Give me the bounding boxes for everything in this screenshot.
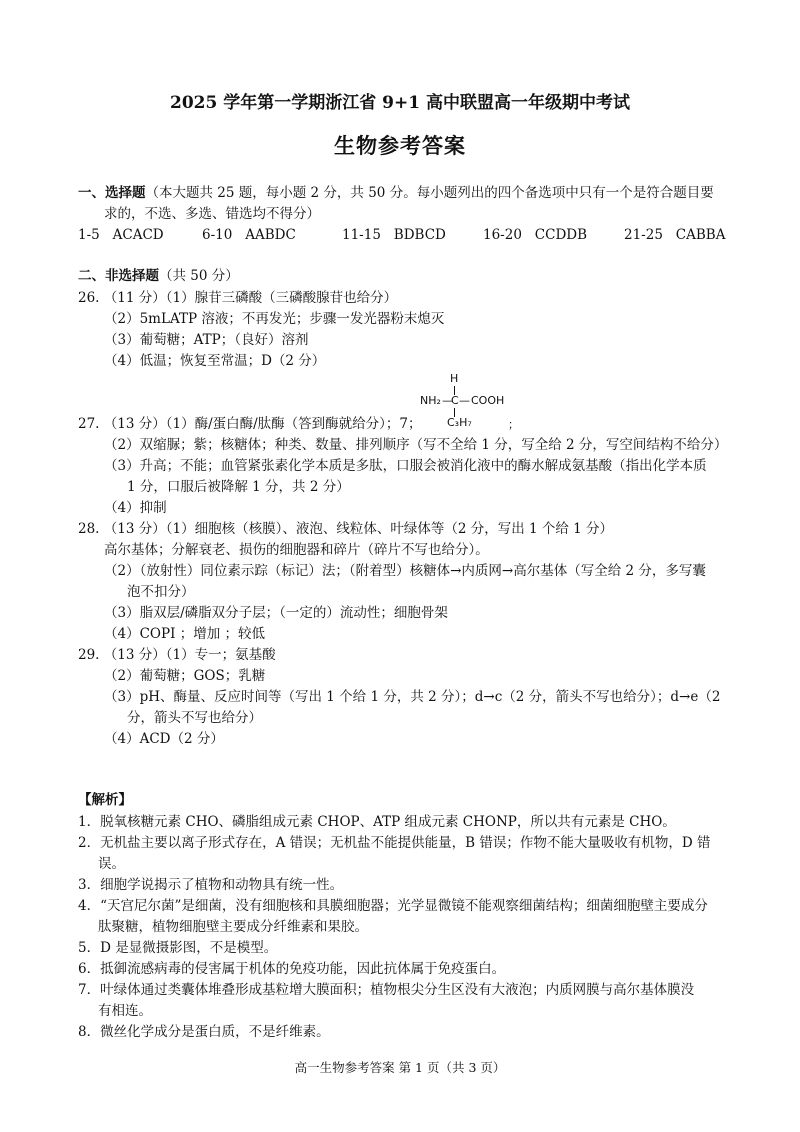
analysis-line: 6．抵御流感病毒的侵害属于机体的免疫功能，因此抗体属于免疫蛋白。 [78, 961, 506, 977]
answer-line: （2）葡萄糖；GOS；乳糖 [104, 668, 266, 684]
answer-line: （3）pH、酶量、反应时间等（写出 1 个给 1 分，共 2 分）；d→c（2 分，箭头不写也给分）；d→e（2 [104, 689, 721, 705]
answer-keys: AABDC [245, 227, 296, 243]
answer-range: 16-20 [483, 227, 522, 243]
amino-acid-structure: H NH₂ — C — COOH C₃H₇ ； [420, 372, 519, 431]
answer-line: 28. （13 分）（1）细胞核（核膜）、液泡、线粒体、叶绿体等（2 分，写出 1 个给 1 分） [78, 521, 614, 537]
answer-line: 分，箭头不写也给分） [127, 710, 262, 726]
answer-keys: CCDDB [534, 227, 588, 243]
formula-semicolon: ； [508, 418, 519, 431]
analysis-line: 3．细胞学说揭示了植物和动物具有统一性。 [78, 877, 344, 893]
section2-heading-line [78, 266, 239, 286]
answer-line: （2）（放射性）同位素示踪（标记）法；（附着型）核糖体→内质网→高尔基体（写全给 2 分，多写囊 [104, 563, 706, 579]
answer-range: 1-5 [78, 227, 100, 243]
formula-c3h7: C₃H₇ [447, 416, 472, 429]
analysis-line: 2．无机盐主要以离子形式存在，A 错误；无机盐不能提供能量，B 错误；作物不能大量吸收有机物，D 错 [78, 835, 711, 851]
answer-group [483, 227, 587, 243]
formula-cooh: COOH [471, 394, 505, 407]
analysis-line: 4．“天宫尼尔菌”是细菌，没有细胞核和具膜细胞器；光学显微镜不能观察细菌结构；细菌细胞壁主要成分 [78, 898, 708, 914]
answer-group [342, 227, 446, 243]
answer-keys: BDBCD [393, 227, 446, 243]
answer-line: （4）抑制 [104, 500, 167, 516]
answer-line: （3）脂双层/磷脂双分子层；（一定的）流动性；细胞骨架 [104, 605, 448, 621]
answer-range: 11-15 [342, 227, 381, 243]
page-title: 生物参考答案 [334, 133, 466, 158]
answer-line: （2）5mLATP 溶液；不再发光；步骤一发光器粉末熄灭 [104, 311, 445, 327]
analysis-heading: 【解析】 [78, 792, 132, 808]
answer-group [78, 227, 164, 243]
answer-line: 高尔基体；分解衰老、损伤的细胞器和碎片（碎片不写也给分）。 [104, 542, 489, 558]
answer-keys: CABBA [675, 227, 726, 243]
analysis-line: 1．脱氧核糖元素 CHO、磷脂组成元素 CHOP、ATP 组成元素 CHONP，所以共有元素是 CHO。 [78, 814, 676, 830]
formula-c: C [451, 394, 459, 407]
analysis-line: 5．D 是显微摄影图，不是模型。 [78, 940, 278, 956]
section1-intro [78, 183, 714, 203]
answer-line: （3）葡萄糖；ATP；（良好）溶剂 [104, 332, 309, 348]
analysis-line: 误。 [98, 856, 125, 872]
answer-line: （4）ACD（2 分） [104, 731, 224, 747]
answer-range: 21-25 [624, 227, 663, 243]
section2-heading: 二、非选择题 [78, 268, 159, 284]
formula-h: H [450, 372, 459, 385]
answer-keys: ACACD [112, 227, 164, 243]
answer-line: （4）低温；恢复至常温；D（2 分） [104, 353, 326, 369]
exam-title: 2025 学年第一学期浙江省 9+1 高中联盟高一年级期中考试 [170, 93, 630, 113]
analysis-line: 有相连。 [98, 1003, 152, 1019]
answer-line: 29. （13 分）（1）专一；氨基酸 [78, 647, 276, 663]
answer-line: 27. （13 分）（1）酶/蛋白酶/肽酶（答到酶就给分）；7； [78, 416, 422, 432]
page-footer: 高一生物参考答案 第 1 页（共 3 页） [294, 1060, 506, 1075]
answer-line: （3）升高；不能；血管紧张素化学本质是多肽，口服会被消化液中的酶水解成氨基酸（指出化学本质 [104, 458, 707, 474]
answer-line: （2）双缩脲；紫；核糖体；种类、数量、排列顺序（写不全给 1 分，写全给 2 分，写空间结构不给分） [104, 437, 728, 453]
answer-group [202, 227, 296, 243]
answer-group [624, 227, 725, 243]
analysis-line: 8．微丝化学成分是蛋白质，不是纤维素。 [78, 1024, 330, 1040]
answer-line: 26. （11 分）（1）腺苷三磷酸（三磷酸腺苷也给分） [78, 290, 398, 306]
analysis-line: 7．叶绿体通过类囊体堆叠形成基粒增大膜面积；植物根尖分生区没有大液泡；内质网膜与高尔基体膜没 [78, 982, 695, 998]
answer-line: 泡不扣分） [127, 584, 195, 600]
section2-heading-tail: （共 50 分） [159, 268, 239, 284]
section1-desc-2: 求的，不选、多选、错选均不得分） [104, 206, 320, 222]
answer-line: （4）COPI ；增加 ；较低 [104, 626, 265, 642]
answer-line: 1 分，口服后被降解 1 分，共 2 分） [127, 479, 350, 495]
answer-range: 6-10 [202, 227, 233, 243]
section1-desc: （本大题共 25 题，每小题 2 分，共 50 分。每小题列出的四个备选项中只有一个是符合题目要 [145, 185, 714, 201]
section1-heading: 一、选择题 [78, 185, 146, 201]
analysis-line: 肽聚糖，植物细胞壁主要成分纤维素和果胶。 [98, 919, 368, 935]
formula-nh2: NH₂ [420, 394, 441, 407]
